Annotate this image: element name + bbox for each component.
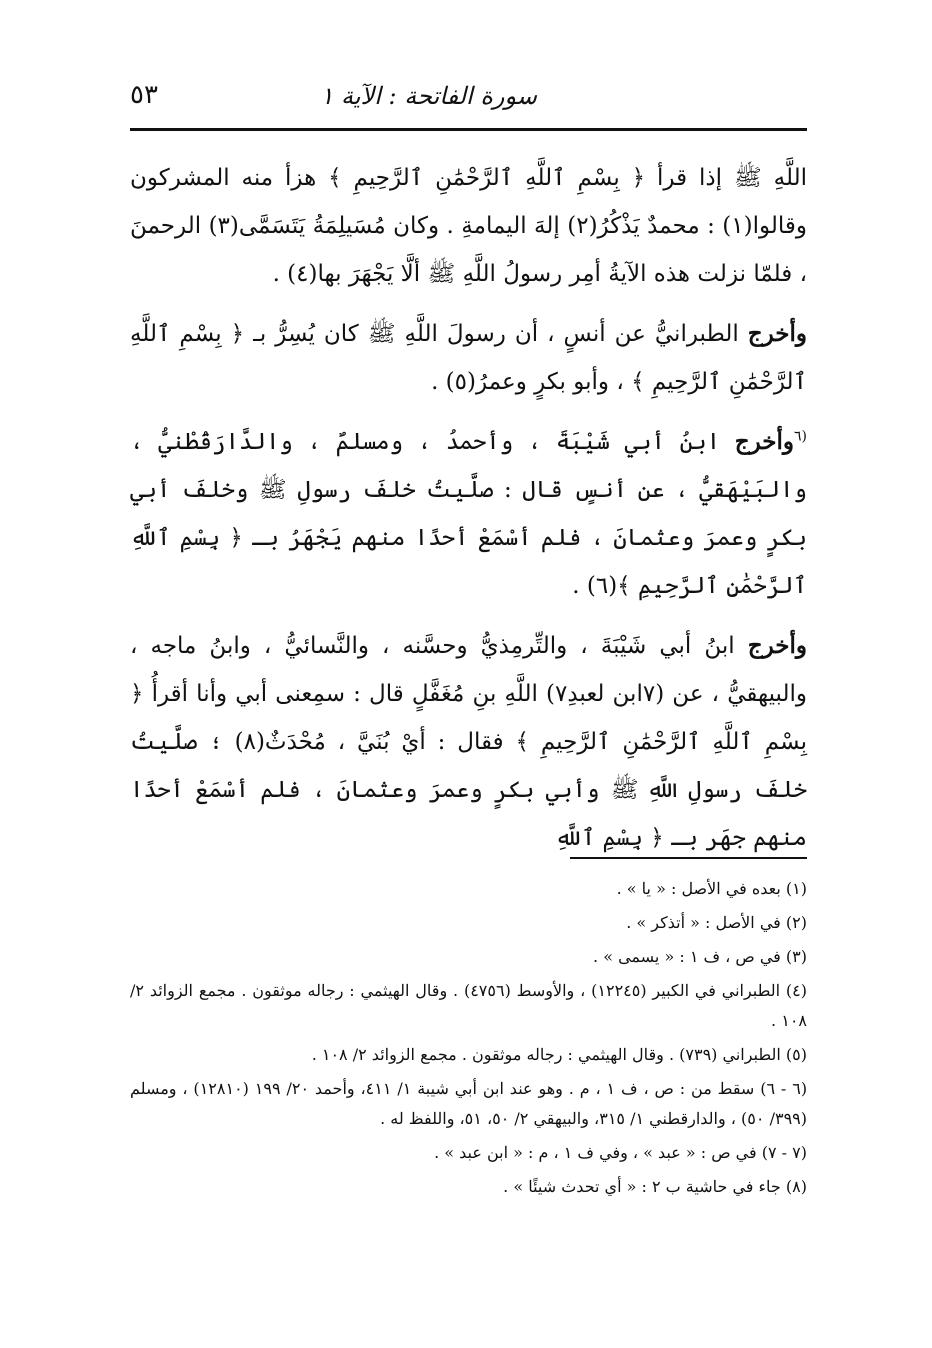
paragraph-lead: وأخرج [747,320,807,347]
footnote: (٤) الطبراني في الكبير (١٢٢٤٥) ، والأوسط (٤٧٥٦) . وقال الهيثمي : رجاله موثقون . مجمع الزوائد ٢/ ١٠٨ . [130,981,807,1030]
paragraph-3 [130,418,807,610]
footnote: (٧ - ٧) في ص : « عبد » ، وفي ف ١ ، م : « ابن عبد » . [434,1143,807,1162]
paragraph-lead: وأخرج [747,632,807,659]
paragraph-1: اللَّهِ ﷺ إذا قرأ ﴿ بِسْمِ ٱللَّهِ ٱلرَّحْمَٰنِ ٱلرَّحِيمِ ﴾ هزأ منه المشركون وقالوا(١) : محمدٌ يَذْكُرُ(٢) إلهَ اليمامةِ . وكان مُسَيلِمَةُ يَتَسَمَّى(٣) الرحمنَ ، فلمّا نزلت هذه الآيةُ أمِر رسولُ اللَّهِ ﷺ ألَّا يَجْهَرَ بها(٤) . [130,165,807,287]
paragraph-text: الطبرانيُّ عن أنسٍ ، أن رسولَ اللَّهِ ﷺ كان يُسِرُّ بـ ﴿ بِسْمِ ٱللَّهِ ٱلرَّحْمَٰنِ ٱلرَّحِيمِ ﴾ ، وأبو بكرٍ وعمرُ(٥) . [130,321,807,395]
main-text [130,154,807,874]
footnotes [130,874,807,1206]
running-header [130,78,807,118]
footnote: (٢) في الأصل : « أتذكر » . [626,913,807,932]
footnote: (٨) جاء في حاشية ب ٢ : « أي تحدث شيئًا » . [503,1177,807,1196]
page-number: ٥٣ [130,80,158,110]
header-divider [130,128,807,131]
footnote-marker: (٦ [794,428,807,445]
paragraph-2 [130,310,807,406]
paragraph-4 [130,622,807,862]
footnote-divider [570,857,807,859]
footnote: (٣) في ص ، ف ١ : « يسمى » . [593,947,807,966]
page-title: سورة الفاتحة : الآية ١ [320,82,537,110]
footnote: (٥) الطبراني (٧٣٩) . وقال الهيثمي : رجاله موثقون . مجمع الزوائد ٢/ ١٠٨ . [311,1045,807,1064]
footnote: (١) بعده في الأصل : « يا » . [616,879,807,898]
paragraph-text: ابنُ أبي شَيْبَةَ ، والتِّرمِذيُّ وحسَّنه ، والنَّسائيُّ ، وابنُ ماجه ، والبيهقيُّ ، عن (٧ابن لعبدِ٧) اللَّهِ بنِ مُغَفَّلٍ قال : سمِعنى أبي وأنا أقرأُ ﴿ بِسْمِ ٱللَّهِ ٱلرَّحْمَٰنِ ٱلرَّحِيمِ ﴾ فقال : أيْ بُنَيَّ ، مُحْدَثٌ(٨) ؛ صلَّيتُ خلفَ رسولِ اللَّهِ ﷺ وأبي بكرٍ وعمرَ وعثمانَ ، فلم أسْمَعْ أحدًا منهم جهَر بـ ﴿ بِسْمِ ٱللَّهِ [130,633,808,851]
footnote: (٦ - ٦) سقط من : ص ، ف ١ ، م . وهو عند ابن أبي شيبة ١/ ٤١١، وأحمد ٢٠/ ١٩٩ (١٢٨١٠) ، ومسلم (٣٩٩/ ٥٠) ، والدارقطني ١/ ٣١٥، والبيهقي ٢/ ٥٠، ٥١، واللفظ له . [130,1079,808,1128]
paragraph-text: ابنُ أبي شَيْبَةَ ، وأحمدُ ، ومسلمٌ ، والدَّارَقُطْنيُّ ، والبَيْهَقيُّ ، عن أنسٍ قال : صلَّيتُ خلفَ رسولِ ﷺ وخلفَ أبي بكرٍ وعمرَ وعثمانَ ، فلم أسْمَعْ أحدًا منهم يَجْهَرُ بـ ﴿ بِسْمِ ٱللَّهِ ٱلرَّحْمَٰنِ ٱلرَّحِيمِ ﴾(٦) . [130,429,807,599]
paragraph-lead: وأخرج [734,428,794,455]
